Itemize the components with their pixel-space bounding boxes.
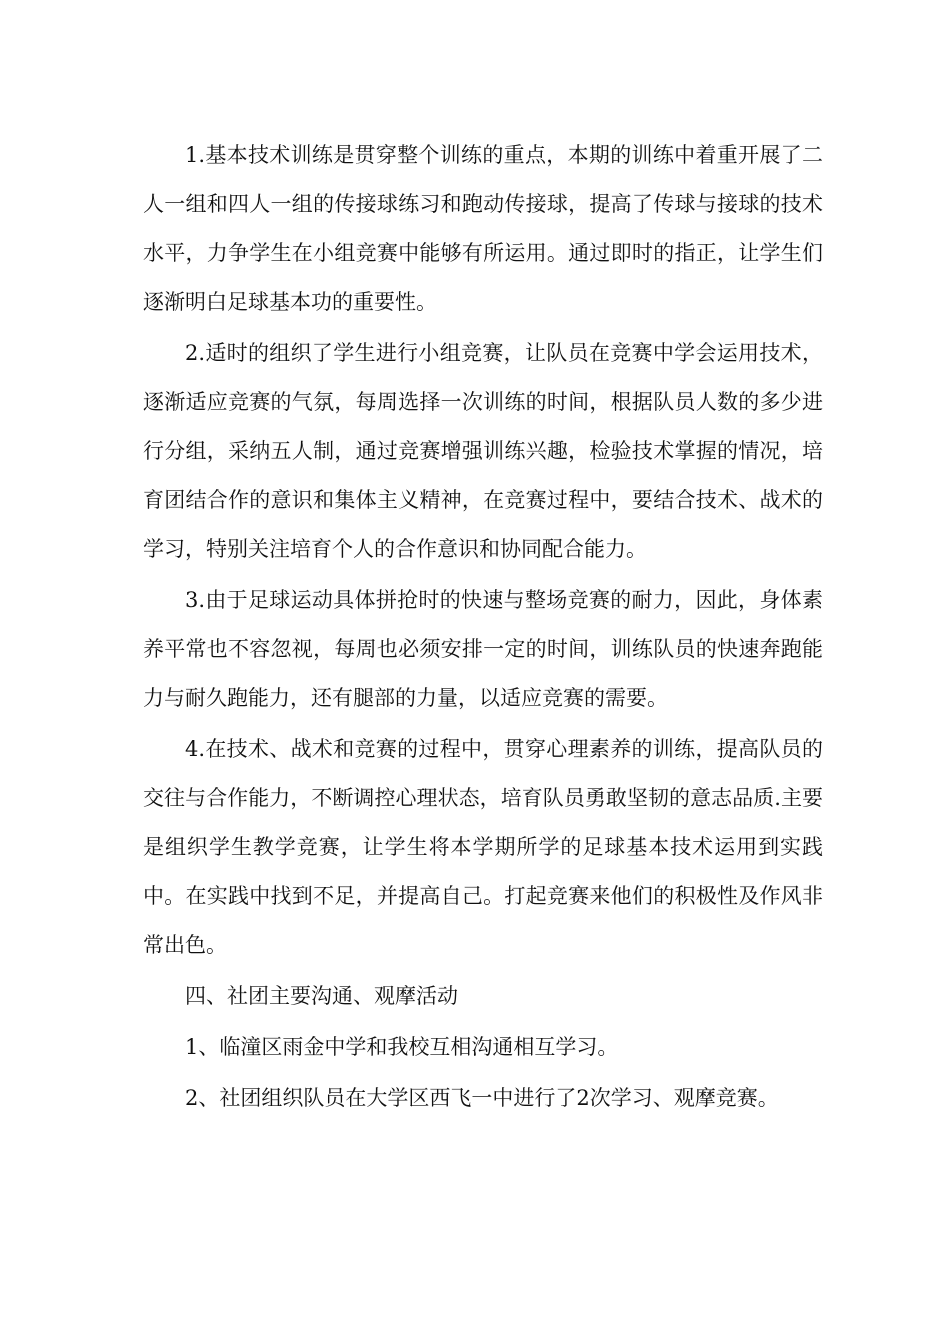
section-heading: 四、社团主要沟通、观摩活动 (185, 984, 458, 1008)
paragraph-physical-fitness: 3.由于足球运动具体拼抢时的快速与整场竞赛的耐力，因此，身体素养平常也不容忽视，每周也必须安排一定的时间，训练队员的快速奔跑能力与耐久跑能力，还有腿部的力量，以适应竞赛的需要。 (143, 588, 823, 710)
activity-item: 1、临潼区雨金中学和我校互相沟通相互学习。 (185, 1035, 619, 1059)
document-body (143, 131, 823, 1125)
paragraph-basic-technique: 1.基本技术训练是贯穿整个训练的重点，本期的训练中着重开展了二人一组和四人一组的传接球练习和跑动传接球，提高了传球与接球的技术水平，力争学生在小组竞赛中能够有所运用。通过即时的指正，让学生们逐渐明白足球基本功的重要性。 (143, 143, 823, 314)
paragraph-group-competition: 2.适时的组织了学生进行小组竞赛，让队员在竞赛中学会运用技术，逐渐适应竞赛的气氛，每周选择一次训练的时间，根据队员人数的多少进行分组，采纳五人制，通过竞赛增强训练兴趣，检验技术掌握的情况，培育团结合作的意识和集体主义精神，在竞赛过程中，要结合技术、战术的学习，特别关注培育个人的合作意识和协同配合能力。 (143, 341, 823, 561)
paragraph-psychological-training: 4.在技术、战术和竞赛的过程中，贯穿心理素养的训练，提高队员的交往与合作能力，不断调控心理状态，培育队员勇敢坚韧的意志品质.主要是组织学生教学竞赛，让学生将本学期所学的足球基本技术运用到实践中。在实践中找到不足，并提高自己。打起竞赛来他们的积极性及作风非常出色。 (143, 737, 823, 957)
activity-item: 2、社团组织队员在大学区西飞一中进行了2次学习、观摩竞赛。 (185, 1086, 779, 1110)
